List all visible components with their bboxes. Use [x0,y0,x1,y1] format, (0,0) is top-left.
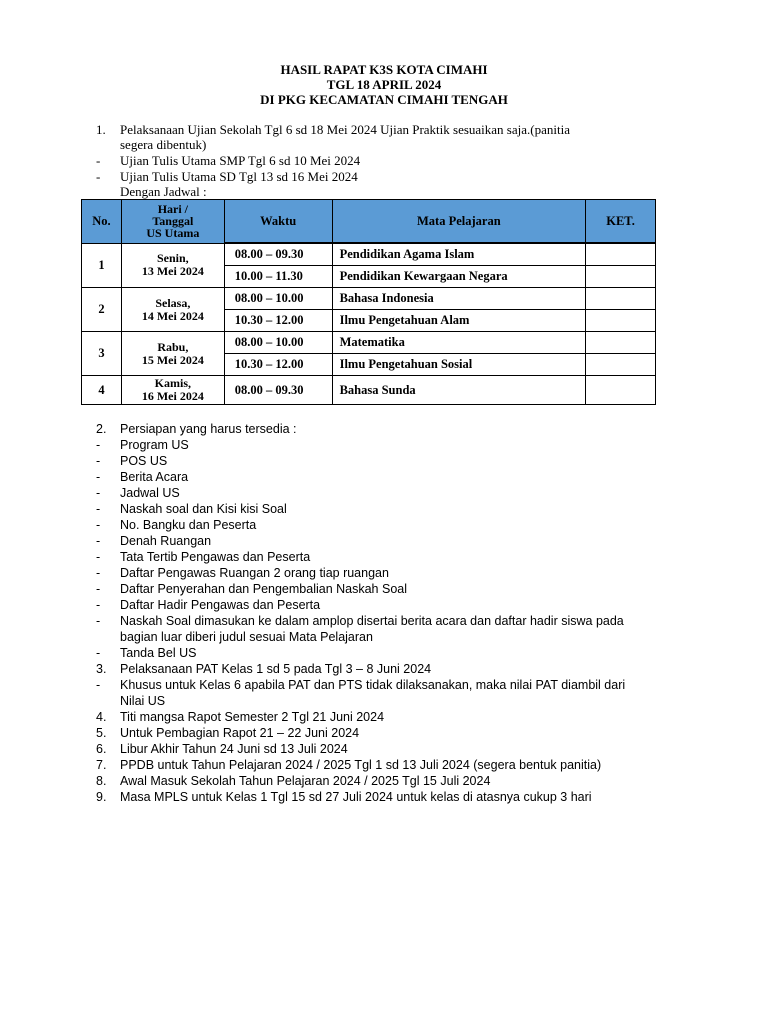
bullet-sd: Ujian Tulis Utama SD Tgl 13 sd 16 Mei 2024 [120,169,358,184]
section1-text: Pelaksanaan Ujian Sekolah Tgl 6 sd 18 Mei 2024 Ujian Praktik sesuaikan saja.(panitia [120,122,570,137]
bullet-smp: Ujian Tulis Utama SMP Tgl 6 sd 10 Mei 2024 [120,153,361,168]
list-item-naskah-cont: bagian luar diberi judul sesuai Mata Pelajaran [120,630,373,644]
list-item: Daftar Penyerahan dan Pengembalian Naskah Soal [120,582,407,596]
row-subject: Matematika [332,332,586,354]
list-item: Daftar Hadir Pengawas dan Peserta [120,598,321,612]
row-day [121,243,224,288]
list-item: Program US [120,438,189,452]
row-day-name: Kamis, [154,376,192,390]
list-item: Jadwal US [120,486,180,500]
row-day [121,332,224,376]
table-row [82,288,656,310]
item-number-1: 1. [96,122,106,137]
dash-bullet: - [96,486,101,500]
list-item: Denah Ruangan [120,534,212,548]
row-subject: Pendidikan Agama Islam [332,243,586,266]
dash-bullet: - [96,614,101,628]
row-ket [586,376,656,405]
header-hari-line1: Hari / [157,202,189,217]
dash-bullet: - [96,438,101,452]
numbered-item: PPDB untuk Tahun Pelajaran 2024 / 2025 Tgl 1 sd 13 Juli 2024 (segera bentuk panitia) [120,758,602,772]
numbered-item: Libur Akhir Tahun 24 Juni sd 13 Juli 2024 [120,742,348,756]
row-time: 10.00 – 11.30 [224,266,332,288]
dash-bullet: - [96,566,101,580]
row-subject: Bahasa Sunda [332,376,586,405]
header-no: No. [82,200,122,244]
row-subject: Ilmu Pengetahuan Alam [332,310,586,332]
list-item: Berita Acara [120,470,189,484]
row-time: 10.30 – 12.00 [224,310,332,332]
numbered-item: Masa MPLS untuk Kelas 1 Tgl 15 sd 27 Juli 2024 untuk kelas di atasnya cukup 3 hari [120,790,592,804]
list-item-naskah: Naskah Soal dimasukan ke dalam amplop disertai berita acara dan daftar hadir siswa pada [120,614,624,628]
row-subject: Pendidikan Kewargaan Negara [332,266,586,288]
dash-bullet: - [96,153,101,168]
dash-bullet: - [96,518,101,532]
header-hari-line2: Tanggal [152,214,194,229]
dash-bullet: - [96,470,101,484]
row-time: 08.00 – 09.30 [224,376,332,405]
dash-bullet: - [96,169,101,184]
row-ket [586,332,656,354]
row-time: 08.00 – 10.00 [224,332,332,354]
row-time: 10.30 – 12.00 [224,354,332,376]
doc-location: DI PKG KECAMATAN CIMAHI TENGAH [260,92,508,107]
row-date: 13 Mei 2024 [141,264,204,279]
row-no: 4 [82,376,122,405]
row-ket [586,266,656,288]
dash-bullet: - [96,454,101,468]
row-day [121,376,224,405]
dash-bullet: - [96,550,101,564]
list-item: Tata Tertib Pengawas dan Peserta [120,550,311,564]
dash-bullet: - [96,502,101,516]
header-hari-line3: US Utama [146,226,200,241]
header-ket: KET. [586,200,656,244]
row-ket [586,310,656,332]
dash-bullet: - [96,598,101,612]
row-no: 3 [82,332,122,376]
dash-bullet: - [96,534,101,548]
section3-sub-cont: Nilai US [120,694,166,708]
dash-bullet: - [96,678,101,692]
numbered-item: Untuk Pembagian Rapot 21 – 22 Juni 2024 [120,726,360,740]
section3-sub: Khusus untuk Kelas 6 apabila PAT dan PTS tidak dilaksanakan, maka nilai PAT diambil dari [120,678,626,692]
row-time: 08.00 – 10.00 [224,288,332,310]
item-number: 6. [96,742,107,756]
row-ket [586,243,656,266]
doc-date: TGL 18 APRIL 2024 [326,77,442,92]
table-row [82,376,656,405]
dash-bullet: - [96,646,101,660]
numbered-item: Titi mangsa Rapot Semester 2 Tgl 21 Juni 2024 [120,710,385,724]
numbered-item: Awal Masuk Sekolah Tahun Pelajaran 2024 / 2025 Tgl 15 Juli 2024 [120,774,491,788]
schedule-table [81,199,656,405]
table-row [82,243,656,266]
header-hari [121,200,224,244]
row-time: 08.00 – 09.30 [224,243,332,266]
row-subject: Ilmu Pengetahuan Sosial [332,354,586,376]
section3-text: Pelaksanaan PAT Kelas 1 sd 5 pada Tgl 3 – 8 Juni 2024 [120,662,432,676]
list-item: Naskah soal dan Kisi kisi Soal [120,502,287,516]
item-number: 7. [96,758,107,772]
item-number: 9. [96,790,107,804]
row-day-name: Senin, [157,251,189,266]
item-number-3: 3. [96,662,107,676]
section2-title: Persiapan yang harus tersedia : [120,422,297,436]
item-number: 8. [96,774,107,788]
header-waktu: Waktu [224,200,332,244]
row-no: 1 [82,243,122,288]
row-ket [586,288,656,310]
row-ket [586,354,656,376]
table-header-row [82,200,656,244]
item-number: 4. [96,710,107,724]
row-date: 14 Mei 2024 [141,308,204,323]
row-day [121,288,224,332]
schedule-intro: Dengan Jadwal : [120,184,207,199]
doc-title: HASIL RAPAT K3S KOTA CIMAHI [280,62,488,77]
list-item-bel: Tanda Bel US [120,646,197,660]
section1-text-cont: segera dibentuk) [120,137,207,152]
item-number: 5. [96,726,107,740]
table-row [82,332,656,354]
header-mapel: Mata Pelajaran [332,200,586,244]
item-number-2: 2. [96,422,107,436]
list-item: POS US [120,454,168,468]
row-day-name: Selasa, [155,295,191,310]
row-date: 15 Mei 2024 [141,352,204,367]
dash-bullet: - [96,582,101,596]
row-subject: Bahasa Indonesia [332,288,586,310]
row-date: 16 Mei 2024 [141,389,204,403]
row-no: 2 [82,288,122,332]
row-day-name: Rabu, [157,339,189,354]
list-item: No. Bangku dan Peserta [120,518,257,532]
list-item: Daftar Pengawas Ruangan 2 orang tiap ruangan [120,566,389,580]
